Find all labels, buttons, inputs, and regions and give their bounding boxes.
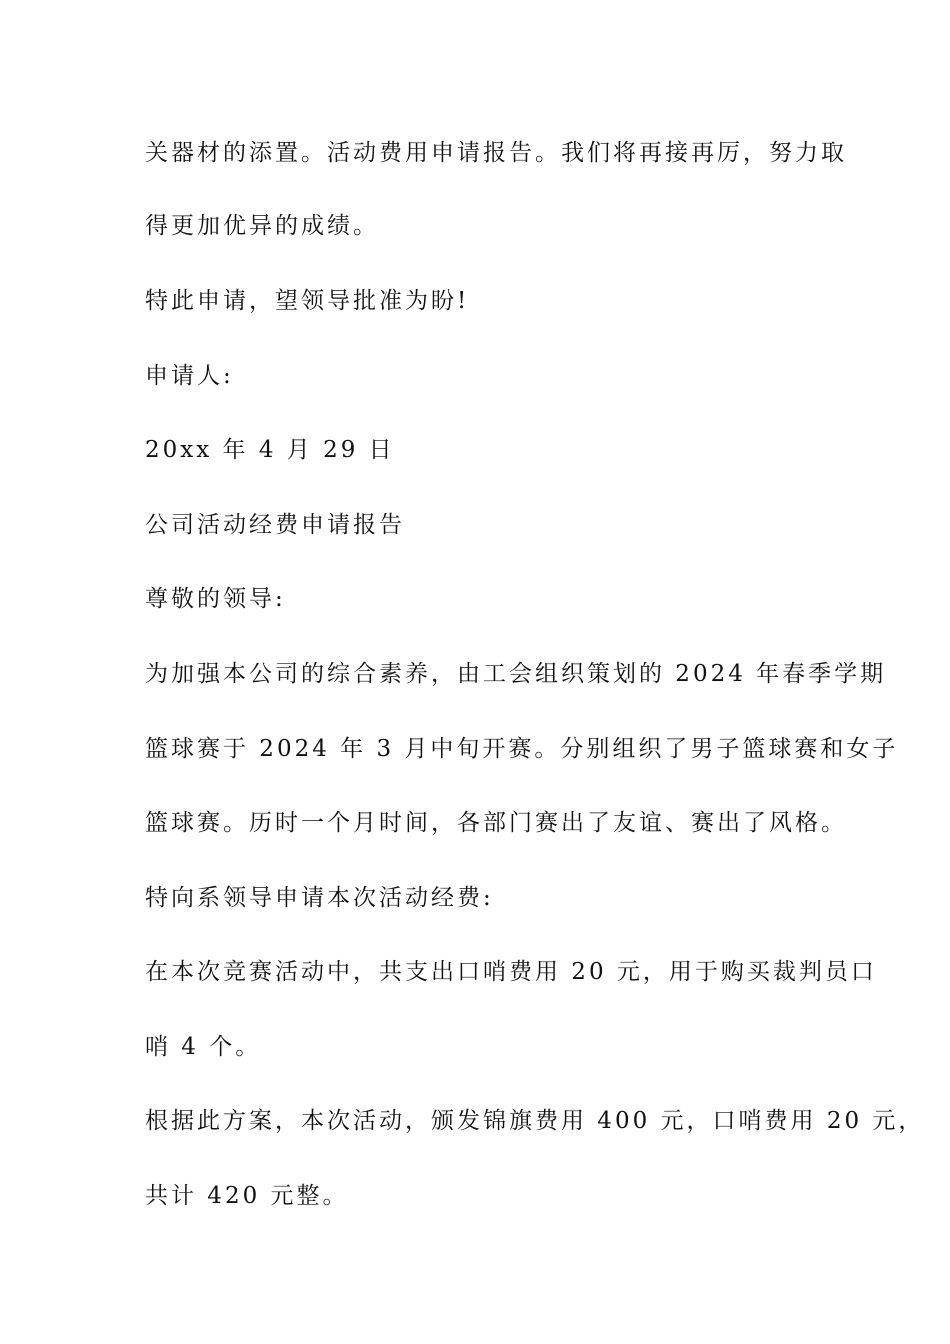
paragraph-line: 得更加优异的成绩。 xyxy=(145,213,379,239)
report-title: 公司活动经费申请报告 xyxy=(145,512,405,538)
date-line: 20xx 年 4 月 29 日 xyxy=(145,437,395,463)
paragraph-line: 篮球赛。历时一个月时间，各部门赛出了友谊、赛出了风格。 xyxy=(145,810,847,836)
paragraph-line: 篮球赛于 2024 年 3 月中旬开赛。分别组织了男子篮球赛和女子 xyxy=(145,736,899,762)
salutation: 尊敬的领导: xyxy=(145,586,286,612)
paragraph-line: 根据此方案，本次活动，颁发锦旗费用 400 元，口哨费用 20 元， xyxy=(145,1108,925,1134)
paragraph-line: 哨 4 个。 xyxy=(145,1034,262,1060)
paragraph-line: 在本次竞赛活动中，共支出口哨费用 20 元，用于购买裁判员口 xyxy=(145,959,877,985)
closing-request: 特此申请，望领导批准为盼! xyxy=(145,288,470,314)
paragraph-line: 为加强本公司的综合素养，由工会组织策划的 2024 年春季学期 xyxy=(145,661,887,687)
paragraph-line: 关器材的添置。活动费用申请报告。我们将再接再厉，努力取 xyxy=(145,140,847,166)
applicant-label: 申请人: xyxy=(145,363,234,389)
paragraph-line: 共计 420 元整。 xyxy=(145,1183,349,1209)
paragraph-line: 特向系领导申请本次活动经费: xyxy=(145,885,494,911)
